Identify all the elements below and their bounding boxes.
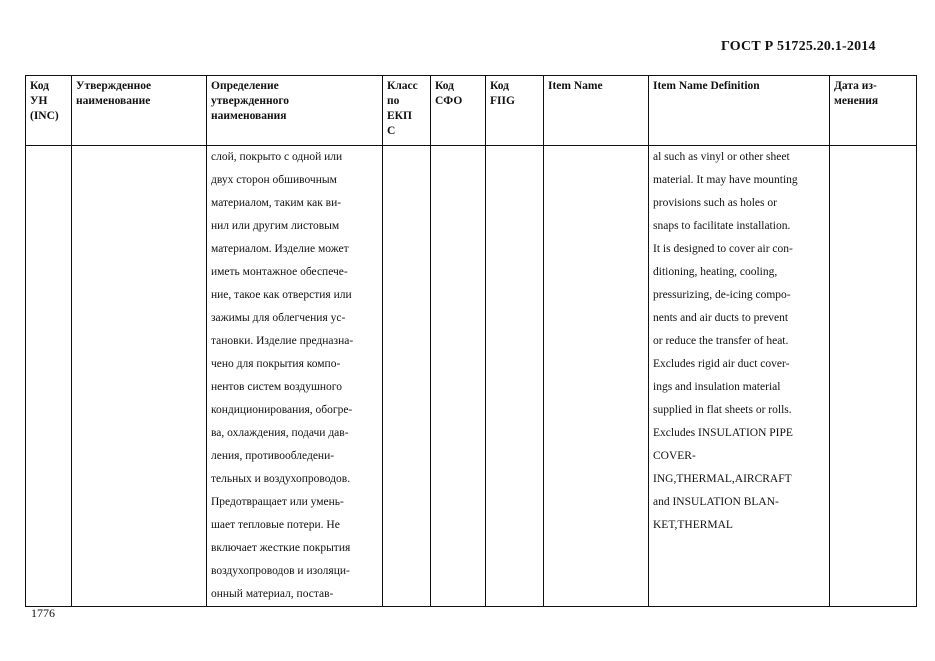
definition-line: тановки. Изделие предназна- — [211, 335, 354, 347]
item-definition-line: ings and insulation material — [653, 381, 781, 393]
item-definition-line: snaps to facilitate installation. — [653, 220, 791, 232]
item-definition-line: ING,THERMAL,AIRCRAFT — [653, 473, 792, 485]
item-definition-line: It is designed to cover air con- — [653, 243, 793, 255]
definition-line: материалом, таким как ви- — [211, 197, 342, 209]
cell-fiig-code — [486, 146, 544, 607]
header-approved-name: Утвержденное наименование — [72, 76, 207, 146]
definition-line: тельных и воздухопроводов. — [211, 473, 351, 485]
definition-line: ления, противообледени- — [211, 450, 335, 462]
definition-line: ние, такое как отверстия или — [211, 289, 352, 301]
item-definition-line: and INSULATION BLAN- — [653, 496, 779, 508]
definition-line: чено для покрытия компо- — [211, 358, 341, 370]
header-inc-code: Код УН (INC) — [26, 76, 72, 146]
definition-line: ва, охлаждения, подачи дав- — [211, 427, 349, 439]
item-definition-line: supplied in flat sheets or rolls. — [653, 404, 792, 416]
item-definition-line: al such as vinyl or other sheet — [653, 151, 790, 163]
document-code: ГОСТ Р 51725.20.1-2014 — [721, 39, 876, 54]
definition-line: воздухопроводов и изоляци- — [211, 565, 350, 577]
definition-line: материалом. Изделие может — [211, 243, 349, 255]
cell-definition — [207, 146, 383, 607]
definition-line: иметь монтажное обеспече- — [211, 266, 348, 278]
definition-line: включает жесткие покрытия — [211, 542, 351, 554]
item-definition-line: COVER- — [653, 450, 696, 462]
page-number: 1776 — [31, 606, 55, 620]
definition-line: онный материал, постав- — [211, 588, 334, 600]
item-definition-line: KET,THERMAL — [653, 519, 733, 531]
item-definition-line: nents and air ducts to prevent — [653, 312, 789, 324]
definition-line: двух сторон обшивочным — [211, 174, 337, 186]
definition-line: шает тепловые потери. Не — [211, 519, 340, 531]
definition-line: зажимы для облегчения ус- — [211, 312, 346, 324]
item-definition-line: Excludes rigid air duct cover- — [653, 358, 790, 370]
header-fiig-code: Код FIIG — [486, 76, 544, 146]
item-definition-line: material. It may have mounting — [653, 174, 798, 186]
header-item-name: Item Name — [544, 76, 649, 146]
item-definition-line: ditioning, heating, cooling, — [653, 266, 778, 278]
table-header-row — [26, 76, 917, 146]
header-ekps-class: Класс по ЕКП С — [383, 76, 431, 146]
item-definition-line: provisions such as holes or — [653, 197, 777, 209]
cell-sfo-code — [431, 146, 486, 607]
catalog-table — [25, 75, 917, 607]
cell-item-name — [544, 146, 649, 607]
table-row — [26, 146, 917, 607]
cell-item-name-definition — [649, 146, 830, 607]
item-definition-line: Excludes INSULATION PIPE — [653, 427, 793, 439]
cell-ekps-class — [383, 146, 431, 607]
item-definition-line: pressurizing, de-icing compo- — [653, 289, 791, 301]
definition-line: кондиционирования, обогре- — [211, 404, 353, 416]
definition-line: слой, покрыто с одной или — [211, 151, 343, 163]
cell-inc-code — [26, 146, 72, 607]
definition-line: Предотвращает или умень- — [211, 496, 344, 508]
header-definition: Определение утвержденного наименования — [207, 76, 383, 146]
cell-change-date — [830, 146, 917, 607]
header-change-date: Дата из- менения — [830, 76, 917, 146]
cell-approved-name — [72, 146, 207, 607]
header-item-name-definition: Item Name Definition — [649, 76, 830, 146]
item-definition-line: or reduce the transfer of heat. — [653, 335, 789, 347]
header-sfo-code: Код СФО — [431, 76, 486, 146]
definition-line: нентов систем воздушного — [211, 381, 342, 393]
definition-line: нил или другим листовым — [211, 220, 340, 232]
